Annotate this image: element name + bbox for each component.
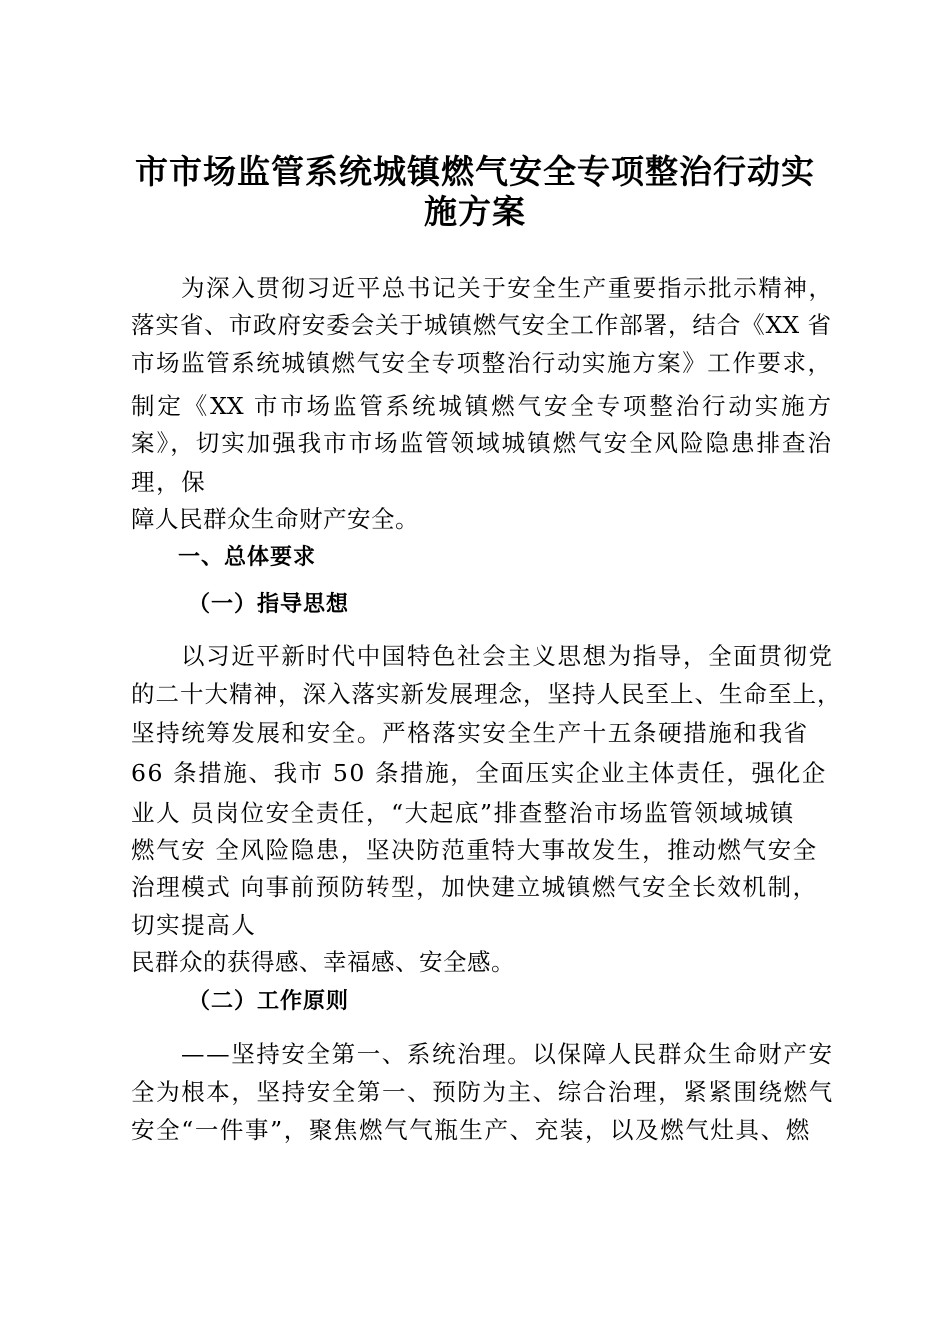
guiding-line-7: 治理模式 向事前预防转型，加快建立城镇燃气安全长效机制，	[131, 873, 818, 901]
intro-line-2: 落实省、市政府安委会关于城镇燃气安全工作部署，结合《XX 省	[131, 311, 831, 339]
section-heading-overall-requirements: 一、总体要求	[178, 545, 317, 570]
subsection-heading-working-principles: （二）工作原则	[188, 989, 350, 1014]
guiding-line-1: 以习近平新时代中国特色社会主义思想为指导，全面贯彻党	[181, 642, 834, 670]
intro-line-4: 制定《XX 市市场监管系统城镇燃气安全专项整治行动实施方	[131, 392, 831, 420]
guiding-line-5: 业人 员岗位安全责任，“大起底”排查整治市场监管领域城镇	[131, 799, 795, 827]
principle-line-2: 全为根本，坚持安全第一、预防为主、综合治理，紧紧围绕燃气	[131, 1078, 834, 1106]
intro-line-1: 为深入贯彻习近平总书记关于安全生产重要指示批示精神，	[181, 274, 834, 302]
document-title-line-2: 施方案	[424, 192, 526, 231]
subsection-heading-guiding-ideology: （一）指导思想	[188, 592, 350, 617]
guiding-line-3: 坚持统筹发展和安全。严格落实安全生产十五条硬措施和我省	[131, 719, 809, 747]
intro-line-5: 案》，切实加强我市市场监管领域城镇燃气安全风险隐患排查治	[131, 429, 831, 457]
guiding-line-2: 的二十大精神，深入落实新发展理念，坚持人民至上、生命至上，	[131, 680, 842, 708]
guiding-line-6: 燃气安 全风险隐患，坚决防范重特大事故发生，推动燃气安全	[131, 836, 818, 864]
principle-line-3: 安全“一件事”，聚焦燃气气瓶生产、充装，以及燃气灶具、燃	[131, 1116, 811, 1144]
guiding-line-4: 66 条措施、我市 50 条措施，全面压实企业主体责任，强化企	[131, 759, 827, 787]
principle-line-1: ——坚持安全第一、系统治理。以保障人民群众生命财产安	[181, 1040, 834, 1068]
guiding-line-9: 民群众的获得感、幸福感、安全感。	[131, 948, 515, 976]
intro-line-3: 市场监管系统城镇燃气安全专项整治行动实施方案》工作要求，	[131, 349, 831, 377]
guiding-line-8: 切实提高人	[131, 911, 257, 939]
document-title-line-1: 市市场监管系统城镇燃气安全专项整治行动实	[135, 152, 815, 191]
intro-line-7: 障人民群众生命财产安全。	[131, 505, 419, 533]
intro-line-6: 理，保	[131, 468, 207, 496]
